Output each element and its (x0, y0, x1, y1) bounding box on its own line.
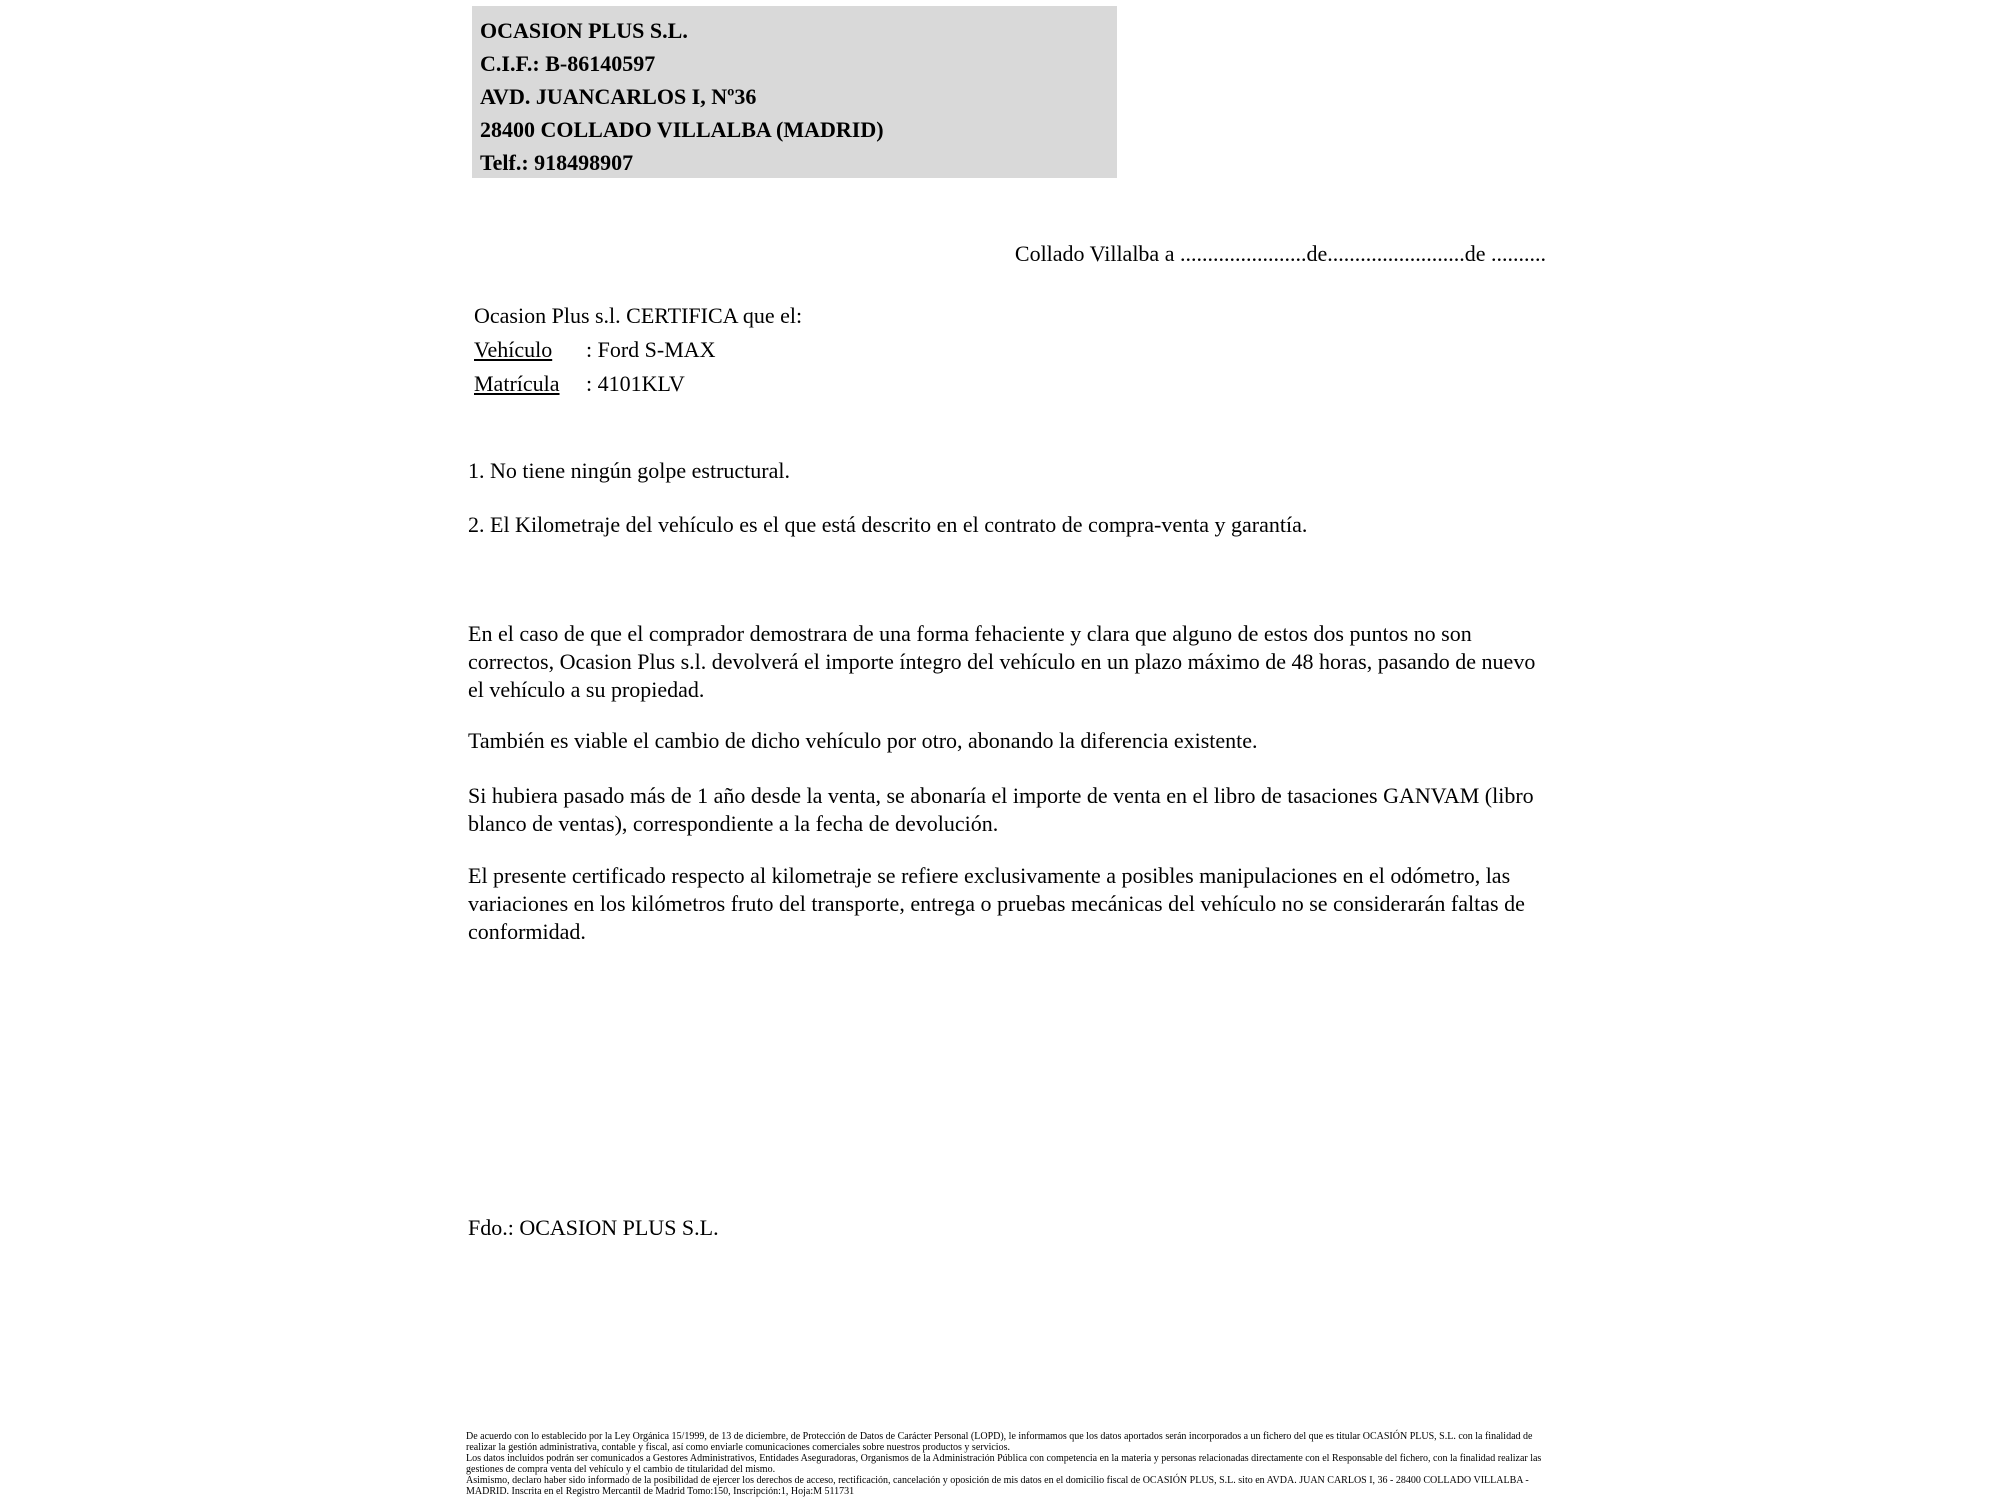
company-city: 28400 COLLADO VILLALBA (MADRID) (480, 117, 884, 142)
company-address: AVD. JUANCARLOS I, Nº36 (480, 84, 757, 109)
company-cif: C.I.F.: B-86140597 (480, 51, 656, 76)
plate-label: Matrícula (474, 371, 560, 396)
legal-footer (466, 1431, 1558, 1497)
certification-intro: Ocasion Plus s.l. CERTIFICA que el: (474, 303, 803, 328)
date-line: Collado Villalba a .......................de.........................de .......... (1014, 241, 1546, 266)
vehicle-line (474, 337, 716, 363)
vehicle-label: Vehículo (474, 337, 553, 362)
company-phone: Telf.: 918498907 (480, 150, 634, 175)
certified-point-2: 2. El Kilometraje del vehículo es el que está descrito en el contrato de compra-venta y garantía. (468, 512, 1308, 537)
legal-paragraph-rights: Asimismo, declaro haber sido informado de la posibilidad de ejercer los derechos de acceso, rectificación, cancelación y oposición de mis datos en el domicilio fiscal de OCASIÓN PLUS, S.L. sito en AVDA. JUAN CARLOS I, 36 - 28400 COLLADO VILLALBA - MADRID. Inscrita en el Registro Mercantil de Madrid Tomo:150, Inscripción:1, Hoja:M 511731 (466, 1475, 1529, 1497)
certified-point-1: 1. No tiene ningún golpe estructural. (468, 458, 790, 483)
paragraph-refund-policy: En el caso de que el comprador demostrara de una forma fehaciente y clara que alguno de estos dos puntos no son correctos, Ocasion Plus s.l. devolverá el importe íntegro del vehículo en un plazo máximo de 48 horas, pasando de nuevo el vehículo a su propiedad. (468, 621, 1536, 702)
plate-value: : 4101KLV (586, 371, 685, 396)
legal-paragraph-lopd: De acuerdo con lo establecido por la Ley Orgánica 15/1999, de 13 de diciembre, de Protección de Datos de Carácter Personal (LOPD), le informamos que los datos aportados serán incorporados a un fichero del que es titular OCASIÓN PLUS, S.L. con la finalidad de realizar la gestión administrativa, contable y fiscal, así como enviarle comunicaciones comerciales sobre nuestros productos y servicios. (466, 1431, 1533, 1453)
company-header-block (472, 6, 1117, 178)
paragraph-odometer-disclaimer: El presente certificado respecto al kilometraje se refiere exclusivamente a posibles manipulaciones en el odómetro, las variaciones en los kilómetros fruto del transporte, entrega o pruebas mecánicas del vehículo no se considerarán faltas de conformidad. (468, 863, 1525, 944)
legal-paragraph-data-sharing: Los datos incluidos podrán ser comunicados a Gestores Administrativos, Entidades Aseguradoras, Organismos de la Administración Pública con competencia en la materia y personas relacionadas directamente con el Responsable del fichero, con la finalidad realizar las gestiones de compra venta del vehículo y el cambio de titularidad del mismo. (466, 1453, 1542, 1475)
company-name: OCASION PLUS S.L. (480, 18, 688, 43)
vehicle-value: : Ford S-MAX (586, 337, 716, 362)
plate-line (474, 371, 685, 397)
signature-line: Fdo.: OCASION PLUS S.L. (468, 1215, 719, 1240)
paragraph-exchange-option: También es viable el cambio de dicho vehículo por otro, abonando la diferencia existente. (468, 728, 1258, 753)
paragraph-ganvam-valuation: Si hubiera pasado más de 1 año desde la venta, se abonaría el importe de venta en el libro de tasaciones GANVAM (libro blanco de ventas), correspondiente a la fecha de devolución. (468, 783, 1534, 836)
